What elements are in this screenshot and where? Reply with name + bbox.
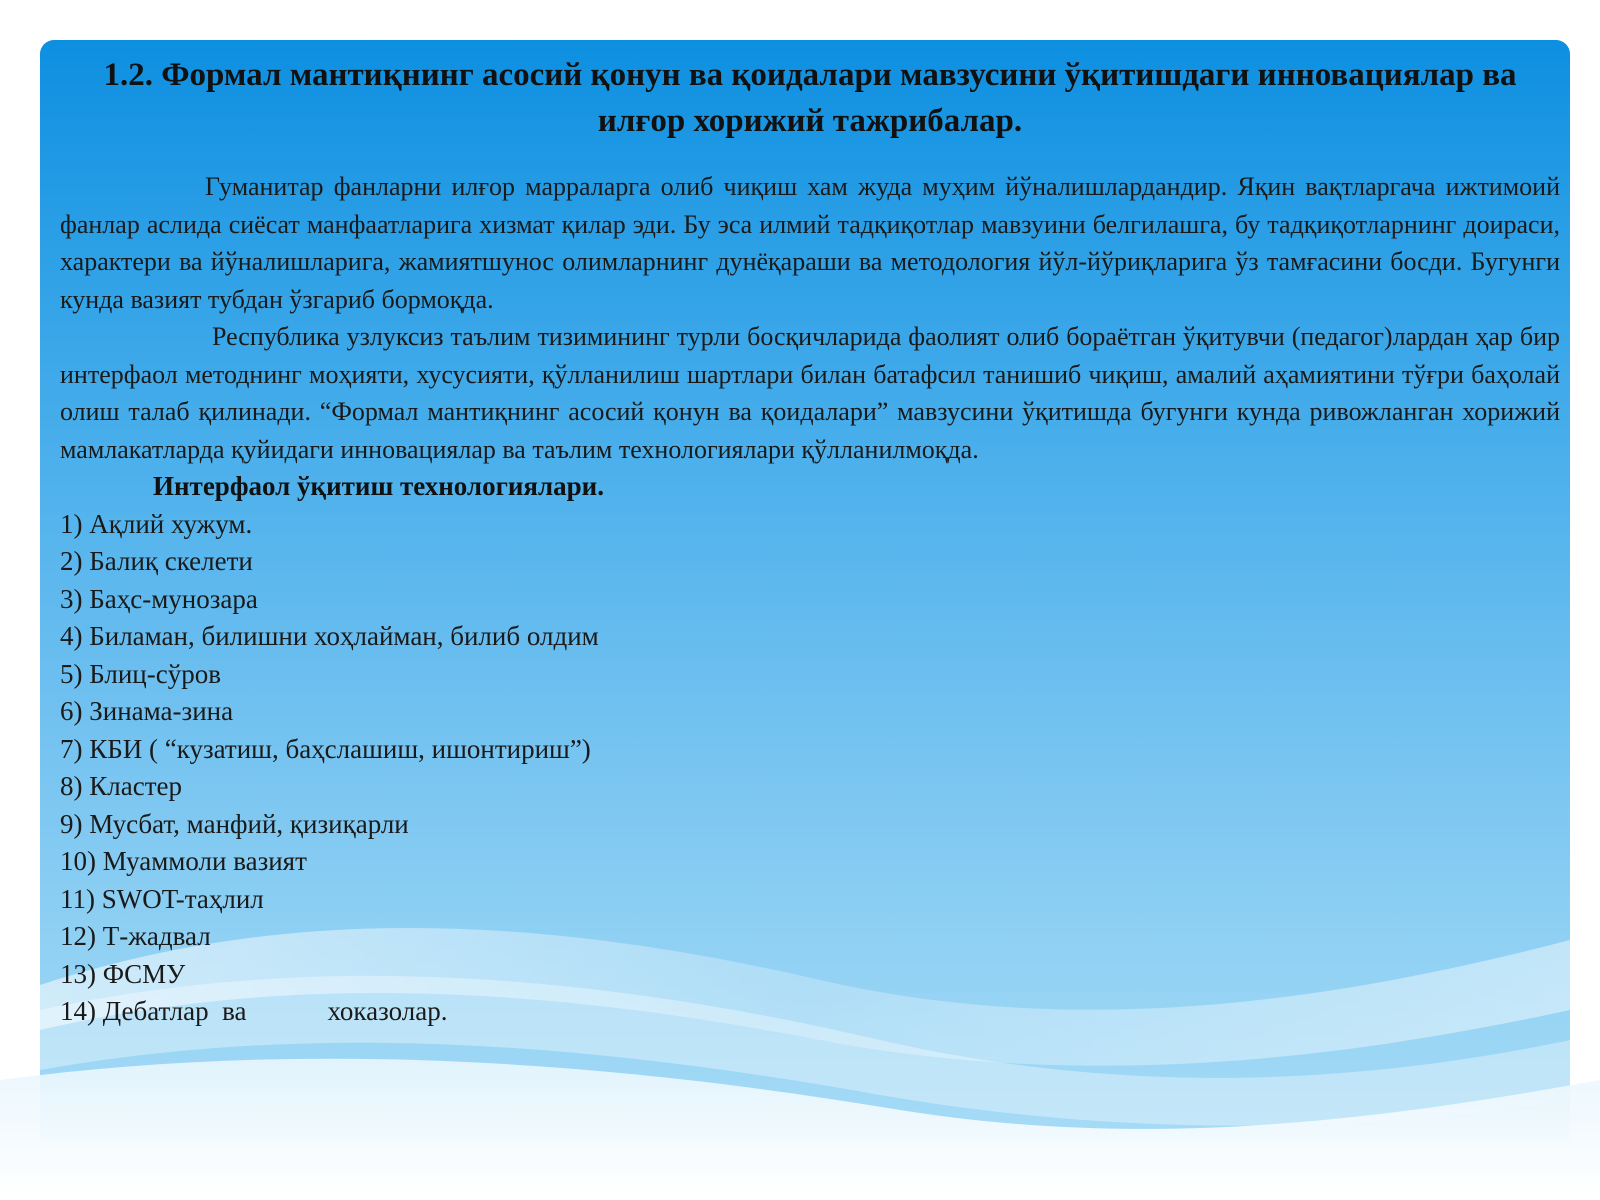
list-item: 6) Зинама-зина: [60, 696, 234, 726]
technologies-subheading: Интерфаол ўқитиш технологиялари.: [153, 471, 604, 501]
technologies-list: [60, 506, 1560, 1031]
list-item: 5) Блиц-сўров: [60, 658, 221, 689]
list-item: 1) Ақлий хужум.: [60, 508, 253, 539]
list-item: 10) Муаммоли вазият: [60, 846, 307, 876]
list-item: 7) КБИ ( “кузатиш, баҳслашиш, ишонтириш”): [60, 733, 591, 764]
slide-content: [60, 52, 1560, 1031]
slide-title: 1.2. Формал мантиқнинг асосий қонун ва қоидалари мавзусини ўқитишдаги инновациялар ва илғор хорижий тажрибалар.: [103, 57, 1517, 139]
paragraph-intro: Гуманитар фанларни илғор марраларга олиб чиқиш хам жуда муҳим йўналишлардандир. Яқин вақтларгача ижтимоий фанлар аслида сиёсат манфаатларига хизмат қилар эди. Бу эса илмий тадқиқотлар мавзуини белгилашга, бу тадқиқотларнинг доираси, характери ва йўналишларига, жамиятшунос олимларнинг дунёқараши ва методология йўл-йўриқларига ўз тамғасини босди. Бугунги кунда вазият тубдан ўзгариб бормоқда.: [60, 172, 1560, 314]
list-item: 12) Т-жадвал: [60, 921, 211, 951]
list-item: 11) SWOT-таҳлил: [60, 883, 264, 914]
list-item: 8) Кластер: [60, 771, 182, 801]
list-item: 13) ФСМУ: [60, 958, 186, 989]
list-item: 2) Балиқ скелети: [60, 546, 253, 576]
paragraph-republic: Республика узлуксиз таълим тизимининг турли босқичларида фаолият олиб бораётган ўқитувчи (педагог)лардан ҳар бир интерфаол методнинг моҳияти, хусусияти, қўлланилиш шартлари билан батафсил танишиб чиқиш, амалий аҳамиятини тўғри баҳолай олиш талаб қилинади. “Формал мантиқнинг асосий қонун ва қоидалари” мавзусини ўқитишда бугунги кунда ривожланган хорижий мамлакатларда қуйидаги инновациялар ва таълим технологиялари қўлланилмоқда.: [60, 322, 1560, 464]
list-item: 14) Дебатлар ва хоказолар.: [60, 996, 448, 1026]
list-item: 3) Баҳс-мунозара: [60, 583, 258, 614]
list-item: 9) Мусбат, манфий, қизиқарли: [60, 808, 409, 839]
list-item: 4) Биламан, билишни хоҳлайман, билиб олдим: [60, 621, 599, 651]
